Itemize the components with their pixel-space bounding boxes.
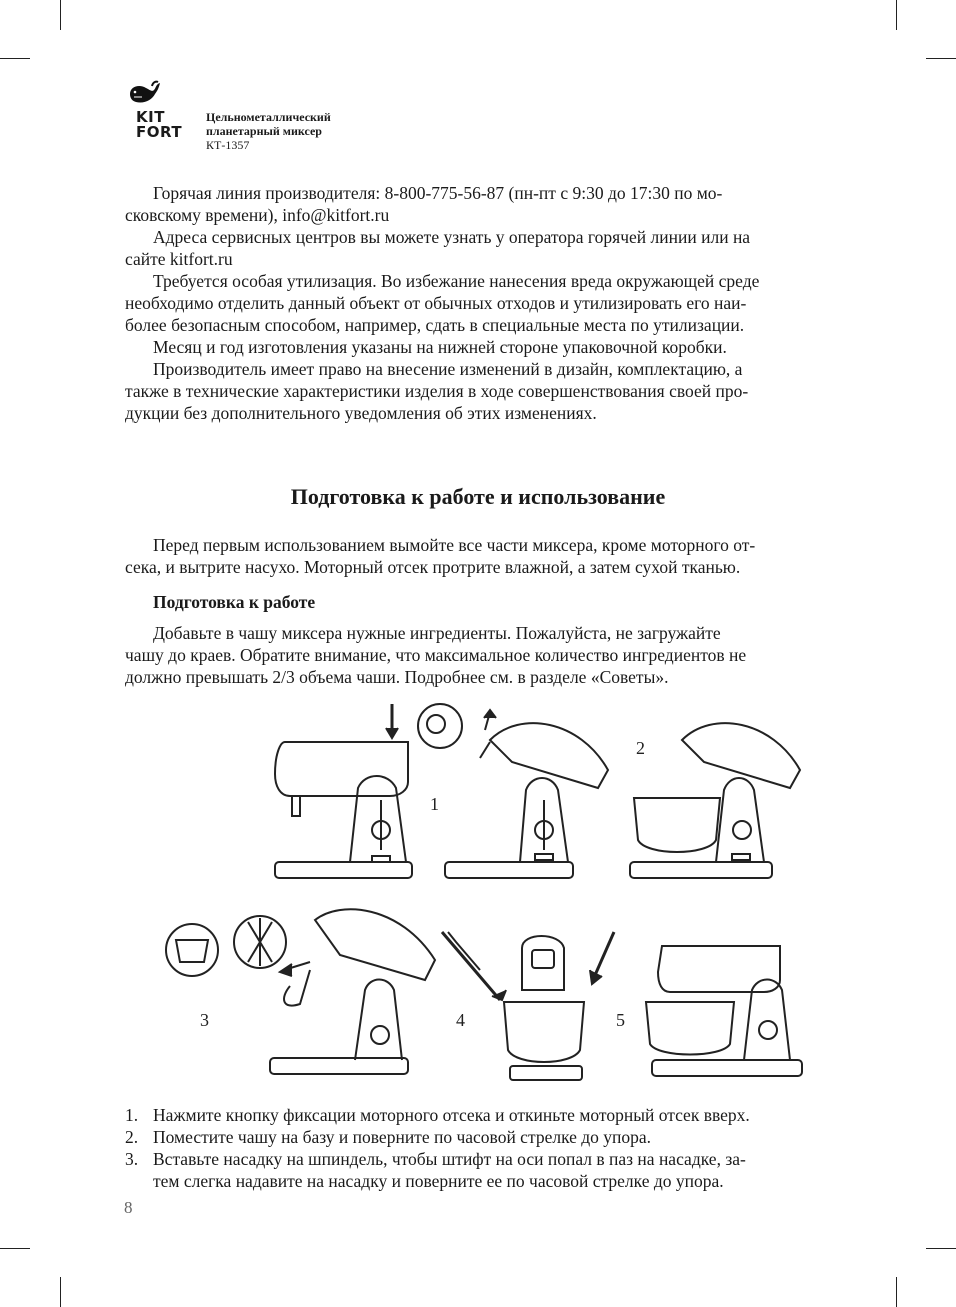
manufacture-date-paragraph: Месяц и год изготовления указаны на нижней стороне упаковочной коробки. [153,337,727,357]
mixer-assembled-drawing [646,946,802,1076]
product-title: Цельнометаллический планетарный миксер КТ-1357 [206,110,331,152]
section-title: Подготовка к работе и использование [290,484,666,509]
page-number: 8 [124,1198,133,1217]
list-item: 1. Нажмите кнопку фиксации моторного отсека и откиньте моторный отсек вверх. [125,1105,750,1125]
crop-mark [896,1277,897,1307]
svg-text:3: 3 [200,1010,209,1030]
whale-logo-icon [126,80,162,108]
svg-text:4: 4 [456,1010,465,1030]
svg-text:1: 1 [430,794,439,814]
crop-mark [926,58,956,59]
list-item: 3. Вставьте насадку на шпиндель, чтобы штифт на оси попал в паз на насадке, за- тем слегка надавите на насадку и поверните ее по часовой стрелке до упора. [125,1149,746,1191]
page-header [126,80,526,160]
crop-mark [896,0,897,30]
intro-paragraph: Перед первым использованием вымойте все части миксера, кроме моторного от- сека, и вытрите насухо. Моторный отсек протрите влажной, а затем сухой тканью. [125,535,756,577]
disposal-paragraph: Требуется особая утилизация. Во избежание нанесения вреда окружающей среде необходимо отделить данный объект от обычных отходов и утилизировать его наи- более безопасным способом, например, сдать в специальные места по утилизации. [125,271,760,335]
crop-mark [60,0,61,30]
service-centers-paragraph: Адреса сервисных центров вы можете узнать у оператора горячей линии или на сайте kitfort.ru [125,227,751,269]
mixer-tilted-drawing [445,710,608,878]
prep-paragraph: Добавьте в чашу миксера нужные ингредиенты. Пожалуйста, не загружайте чашу до краев. Обратите внимание, что максимальное количество ингредиентов не должно превышать 2/3 объема чаши. Подробнее см. в разделе «Советы». [125,623,747,687]
svg-text:2: 2 [636,738,645,758]
subheading: Подготовка к работе [153,592,316,612]
bowl-front-drawing [442,932,614,1080]
svg-text:5: 5 [616,1010,625,1030]
crop-mark [0,58,30,59]
mixer-steps-diagram [160,700,820,1090]
instruction-steps [125,1104,841,1192]
brand-logo-text: KIT FORT [136,108,183,141]
changes-paragraph: Производитель имеет право на внесение изменений в дизайн, комплектацию, а также в технические характеристики изделия в ходе совершенствования своей про- дукции без дополнительного уведомления об этих изменениях. [125,359,749,423]
crop-mark [0,1248,30,1249]
list-item: 2. Поместите чашу на базу и поверните по часовой стрелке до упора. [125,1127,652,1147]
mixer-with-bowl-drawing [630,723,800,878]
crop-mark [60,1277,61,1307]
crop-mark [926,1248,956,1249]
assembly-illustration [160,700,820,1090]
attachments-drawing [166,909,435,1074]
hotline-paragraph: Горячая линия производителя: 8-800-775-56-87 (пн-пт с 9:30 до 17:30 по мо- сковскому времени), info@kitfort.ru [125,183,723,225]
mixer-closed-drawing [275,704,462,878]
